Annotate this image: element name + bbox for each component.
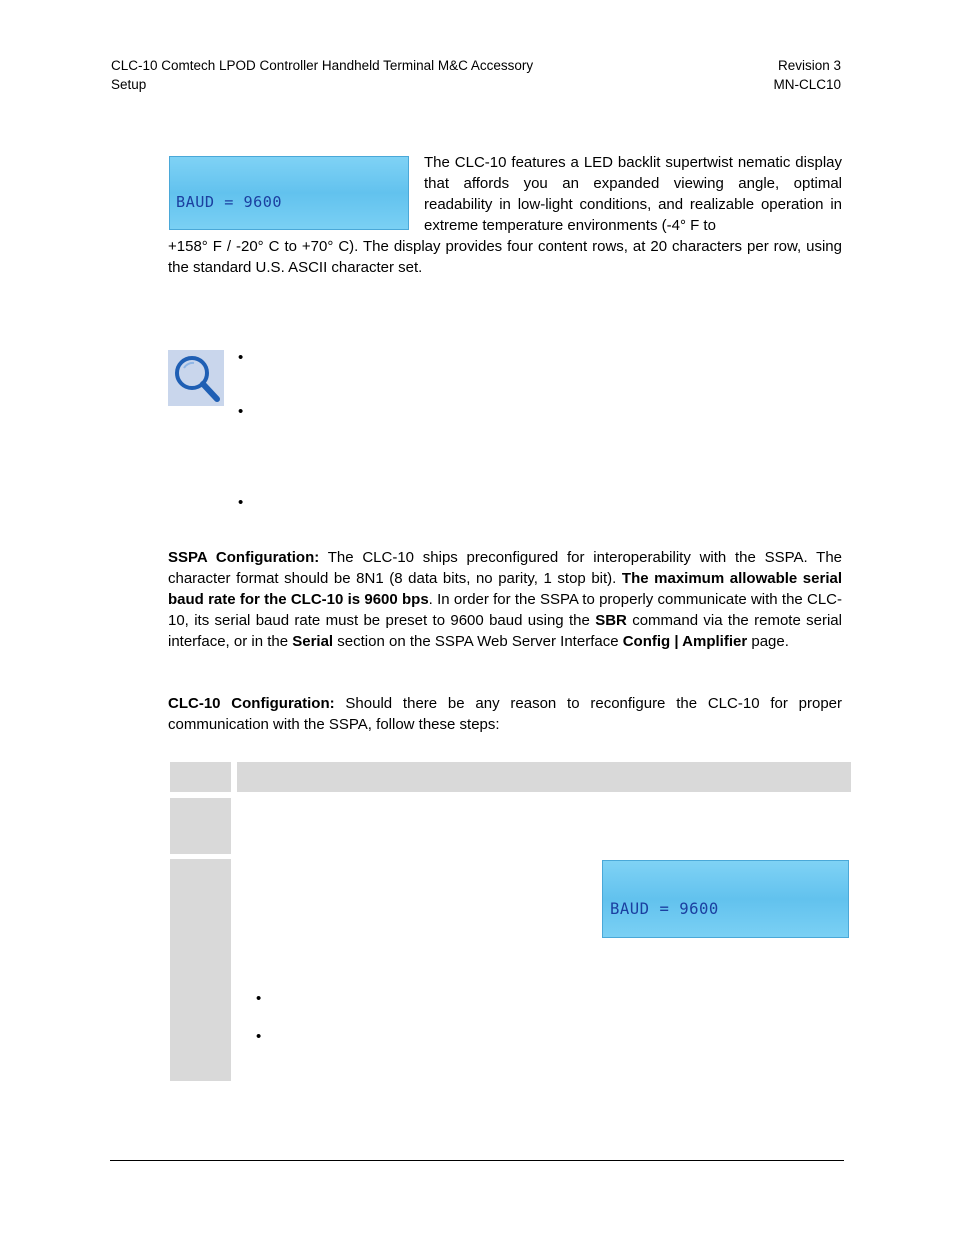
- sspa-text-part: . In order for the SSPA to properly communicate with the CLC-10, its serial baud rate must be preset to 9600 baud using the: [168, 591, 843, 629]
- table-step-cell: [170, 798, 231, 854]
- document-title: CLC-10 Comtech LPOD Controller Handheld Terminal M&C Accessory: [111, 58, 534, 73]
- serial-section: Serial: [292, 633, 334, 650]
- magnifier-note-icon: [168, 350, 224, 406]
- sspa-text-part: command via the remote serial interface, or in the: [168, 612, 842, 650]
- clc-configuration-label: CLC-10 Configuration:: [168, 695, 335, 712]
- note-bullet: •: [238, 349, 244, 366]
- table-header-step-cell: [170, 762, 231, 792]
- running-header-right: [773, 56, 841, 94]
- sbr-command: SBR: [595, 612, 627, 629]
- revision-label: Revision 3: [777, 58, 841, 73]
- running-header-left: [111, 56, 533, 94]
- config-amplifier-page: Config | Amplifier: [622, 633, 748, 650]
- intro-paragraph-wrapped: The CLC-10 features a LED backlit supertwist nematic display that affords you an expanded viewing angle, optimal readability in low-light conditions, and realizable operation in extreme temperature environments (-4° F to: [424, 154, 842, 234]
- sspa-text-part: The CLC-10 ships preconfigured for interoperability with the SSPA. The character format should be 8N1 (8 data bits, no parity, 1 stop bit).: [168, 549, 843, 587]
- step-bullet: •: [256, 990, 262, 1007]
- document-section: Setup: [111, 77, 147, 92]
- lcd-row: BAUD = 9600: [610, 900, 719, 918]
- clc-configuration-paragraph: [168, 693, 842, 735]
- sspa-text-part: page.: [747, 633, 789, 650]
- note-bullet: •: [238, 403, 244, 420]
- sspa-configuration-label: SSPA Configuration:: [168, 549, 320, 566]
- lcd-row: BAUD = 9600: [176, 193, 283, 211]
- sspa-configuration-paragraph: [168, 547, 842, 652]
- max-baud-rate-statement: The maximum allowable serial baud rate for the CLC-10 is 9600 bps: [168, 570, 843, 608]
- lcd-display-image: [169, 156, 409, 230]
- table-header-procedure-cell: [237, 762, 851, 792]
- document-number: MN-CLC10: [773, 77, 841, 92]
- footer-divider: [110, 1160, 844, 1161]
- note-bullet: •: [238, 494, 244, 511]
- lcd-display-image: [602, 860, 849, 938]
- sspa-text-part: section on the SSPA Web Server Interface: [333, 633, 623, 650]
- table-step-cell: [170, 859, 231, 1081]
- clc-configuration-text: Should there be any reason to reconfigure the CLC-10 for proper communication with the SSPA, follow these steps:: [168, 695, 843, 733]
- step-bullet: •: [256, 1028, 262, 1045]
- intro-paragraph-continued: +158° F / -20° C to +70° C). The display provides four content rows, at 20 characters per row, using the standard U.S. ASCII character set.: [168, 238, 842, 276]
